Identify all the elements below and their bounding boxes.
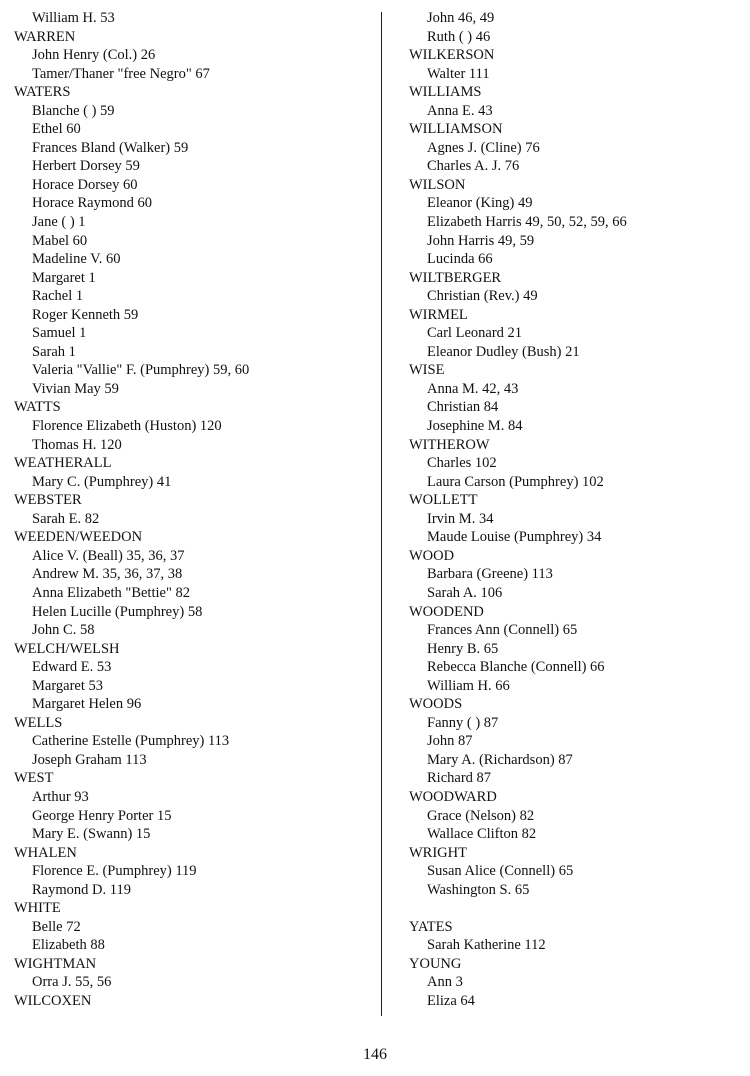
index-entry: John C. 58 [32, 622, 95, 639]
index-entry: Anna M. 42, 43 [427, 380, 519, 397]
surname-heading: WELLS [14, 714, 63, 731]
surname-heading: WISE [409, 362, 445, 379]
index-entry: Alice V. (Beall) 35, 36, 37 [32, 547, 185, 564]
surname-heading: WILTBERGER [409, 269, 502, 286]
surname-heading: WIRMEL [409, 306, 468, 323]
index-entry: Elizabeth 88 [32, 937, 105, 954]
surname-heading: WEATHERALL [14, 455, 112, 472]
surname-heading: WHITE [14, 900, 61, 917]
surname-heading: WIGHTMAN [14, 955, 97, 972]
index-entry: Mary C. (Pumphrey) 41 [32, 473, 172, 490]
index-entry: Wallace Clifton 82 [427, 826, 537, 843]
column-divider [381, 12, 382, 1016]
index-entry: Valeria "Vallie" F. (Pumphrey) 59, 60 [32, 362, 250, 379]
index-entry: Frances Bland (Walker) 59 [32, 139, 189, 156]
index-entry: Lucinda 66 [427, 251, 493, 268]
surname-heading: WATTS [14, 399, 61, 416]
index-entry: Richard 87 [427, 770, 492, 787]
surname-heading: WOLLETT [409, 492, 478, 509]
index-entry: Sarah E. 82 [32, 510, 100, 527]
index-entry: Walter 111 [427, 65, 490, 82]
surname-heading: WEBSTER [14, 492, 82, 509]
index-entry: Barbara (Greene) 113 [427, 566, 553, 583]
index-entry: George Henry Porter 15 [32, 807, 172, 824]
index-entry: Laura Carson (Pumphrey) 102 [427, 473, 604, 490]
index-entry: Rebecca Blanche (Connell) 66 [427, 659, 605, 676]
index-entry: Sarah A. 106 [427, 584, 503, 601]
surname-heading: WILKERSON [409, 47, 495, 64]
index-entry: Joseph Graham 113 [32, 751, 147, 768]
index-entry: Tamer/Thaner "free Negro" 67 [32, 65, 210, 82]
right-index-column [409, 9, 744, 1011]
index-entry: Roger Kenneth 59 [32, 306, 139, 323]
index-entry: Herbert Dorsey 59 [32, 158, 140, 175]
surname-heading: WOODS [409, 696, 463, 713]
left-index-column [14, 9, 374, 1011]
index-entry: Frances Ann (Connell) 65 [427, 622, 578, 639]
index-entry: Madeline V. 60 [32, 251, 121, 268]
surname-heading: WILSON [409, 176, 466, 193]
surname-heading: WRIGHT [409, 844, 467, 861]
index-entry: Eleanor (King) 49 [427, 195, 533, 212]
surname-heading: WELCH/WELSH [14, 640, 120, 657]
surname-heading: WILLIAMS [409, 84, 482, 101]
index-entry: William H. 66 [427, 677, 510, 694]
surname-heading: WILLIAMSON [409, 121, 503, 138]
index-entry: Charles A. J. 76 [427, 158, 520, 175]
index-entry: Christian 84 [427, 399, 499, 416]
index-entry: Horace Dorsey 60 [32, 176, 138, 193]
index-entry: John Harris 49, 59 [427, 232, 535, 249]
index-entry: Margaret Helen 96 [32, 696, 142, 713]
surname-heading: YOUNG [409, 955, 462, 972]
index-entry: Orra J. 55, 56 [32, 974, 112, 991]
index-entry: Belle 72 [32, 918, 81, 935]
surname-heading: WATERS [14, 84, 71, 101]
index-entry: Andrew M. 35, 36, 37, 38 [32, 566, 183, 583]
index-entry: Mabel 60 [32, 232, 88, 249]
index-entry: Arthur 93 [32, 788, 89, 805]
index-entry: Helen Lucille (Pumphrey) 58 [32, 603, 203, 620]
spacer [409, 899, 744, 918]
index-entry: Margaret 1 [32, 269, 96, 286]
index-entry: Irvin M. 34 [427, 510, 494, 527]
index-entry: Maude Louise (Pumphrey) 34 [427, 529, 602, 546]
surname-heading: WEEDEN/WEEDON [14, 529, 143, 546]
index-entry: Samuel 1 [32, 325, 87, 342]
index-entry: Josephine M. 84 [427, 418, 523, 435]
index-entry: Mary A. (Richardson) 87 [427, 751, 573, 768]
index-entry: Carl Leonard 21 [427, 325, 523, 342]
surname-heading: WOOD [409, 547, 455, 564]
index-entry: Sarah Katherine 112 [427, 937, 546, 954]
surname-heading: WOODWARD [409, 788, 497, 805]
surname-heading: WOODEND [409, 603, 484, 620]
index-entry: Eleanor Dudley (Bush) 21 [427, 343, 580, 360]
surname-heading: WHALEN [14, 844, 77, 861]
surname-heading: WITHEROW [409, 436, 490, 453]
index-entry: John 46, 49 [427, 10, 495, 26]
index-entry: Rachel 1 [32, 288, 84, 305]
index-entry: Florence Elizabeth (Huston) 120 [32, 418, 222, 435]
index-entry: Catherine Estelle (Pumphrey) 113 [32, 733, 230, 750]
index-entry: Anna Elizabeth "Bettie" 82 [32, 584, 190, 601]
index-entry: Christian (Rev.) 49 [427, 288, 538, 305]
index-entry: Edward E. 53 [32, 659, 112, 676]
index-entry: Fanny ( ) 87 [427, 714, 499, 731]
index-entry: Thomas H. 120 [32, 436, 122, 453]
index-entry: Henry B. 65 [427, 640, 499, 657]
index-entry: Ruth ( ) 46 [427, 28, 491, 45]
index-entry: Agnes J. (Cline) 76 [427, 139, 540, 156]
surname-heading: YATES [409, 918, 453, 935]
surname-heading: WARREN [14, 28, 76, 45]
index-entry: William H. 53 [32, 10, 115, 26]
index-entry: Raymond D. 119 [32, 881, 131, 898]
index-entry: Elizabeth Harris 49, 50, 52, 59, 66 [427, 214, 627, 231]
index-entry: Charles 102 [427, 455, 497, 472]
index-entry: Washington S. 65 [427, 881, 530, 898]
index-entry: Grace (Nelson) 82 [427, 807, 535, 824]
surname-heading: WEST [14, 770, 54, 787]
index-entry: Vivian May 59 [32, 380, 119, 397]
index-entry: Ann 3 [427, 974, 463, 991]
index-entry: Sarah 1 [32, 343, 76, 360]
index-entry: John 87 [427, 733, 473, 750]
index-entry: Anna E. 43 [427, 102, 493, 119]
index-entry: Eliza 64 [427, 992, 475, 1009]
index-entry: Horace Raymond 60 [32, 195, 152, 212]
index-entry: Margaret 53 [32, 677, 103, 694]
index-entry: Florence E. (Pumphrey) 119 [32, 863, 197, 880]
surname-heading: WILCOXEN [14, 992, 92, 1009]
index-entry: Blanche ( ) 59 [32, 102, 115, 119]
index-entry: John Henry (Col.) 26 [32, 47, 156, 64]
index-entry: Ethel 60 [32, 121, 81, 138]
index-entry: Jane ( ) 1 [32, 214, 86, 231]
index-entry: Susan Alice (Connell) 65 [427, 863, 574, 880]
page-number: 146 [363, 1046, 387, 1063]
index-entry: Mary E. (Swann) 15 [32, 826, 151, 843]
